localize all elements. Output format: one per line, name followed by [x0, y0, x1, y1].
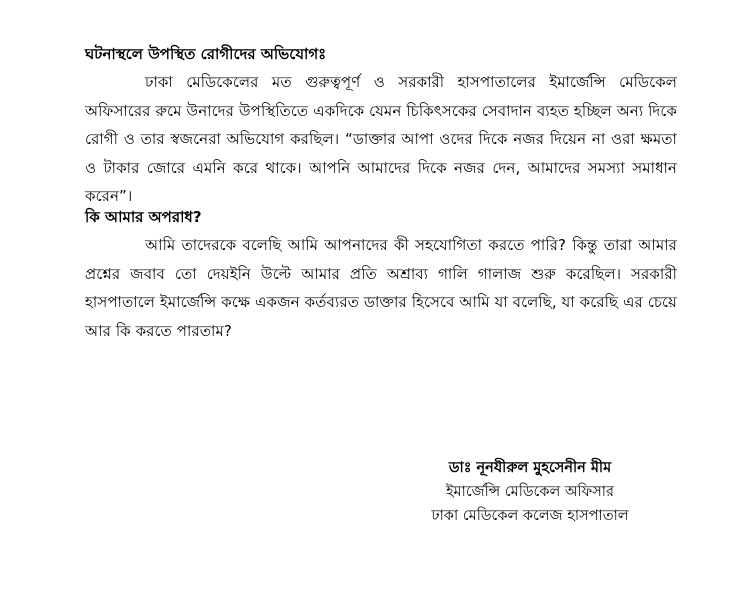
signature-block [410, 456, 650, 528]
signature-title: ইমার্জেন্সি মেডিকেল অফিসার [446, 484, 614, 500]
section-paragraph: ঢাকা মেডিকেলের মত গুরুত্বপূর্ণ ও সরকারী হাসপাতালের ইমার্জেন্সি মেডিকেল অফিসারের রুমে উনাদের উপস্থিতিতে একদিকে যেমন চিকিৎসকের সেবাদান ব্যহত হচ্ছিল অন্য দিকে রোগী ও তার স্বজনেরা অভিযোগ করছিল। “ডাক্তার আপা ওদের দিকে নজর দিয়েন না ওরা ক্ষমতা ও টাকার জোরে এমনি করে থাকে। আপনি আমাদের দিকে নজর দেন, আমাদের সমস্যা সমাধান করেন”। [85, 73, 677, 205]
complaints-section [85, 40, 677, 211]
section-heading: কি আমার অপরাধ? [85, 208, 202, 226]
signature-name: ডাঃ নূনযীরুল মুহসেনীন মীম [448, 460, 612, 476]
signature-institution: ঢাকা মেডিকেল কলেজ হাসপাতাল [431, 508, 629, 524]
section-paragraph: আমি তাদেরকে বলেছি আমি আপনাদের কী সহযোগিতা করতে পারি? কিন্তু তারা আমার প্রশ্নের জবাব তো দেয়ইনি উল্টে আমার প্রতি অশ্রাব্য গালি গালাজ শুরু করেছিল। সরকারী হাসপাতালে ইমার্জেন্সি কক্ষে একজন কর্তব্যরত ডাক্তার হিসেবে আমি যা বলেছি, যা করেছি এর চেয়ে আর কি করতে পারতাম? [85, 236, 677, 340]
offense-section [85, 203, 677, 345]
section-heading: ঘটনাস্থলে উপস্থিত রোগীদের অভিযোগঃ [85, 45, 327, 63]
